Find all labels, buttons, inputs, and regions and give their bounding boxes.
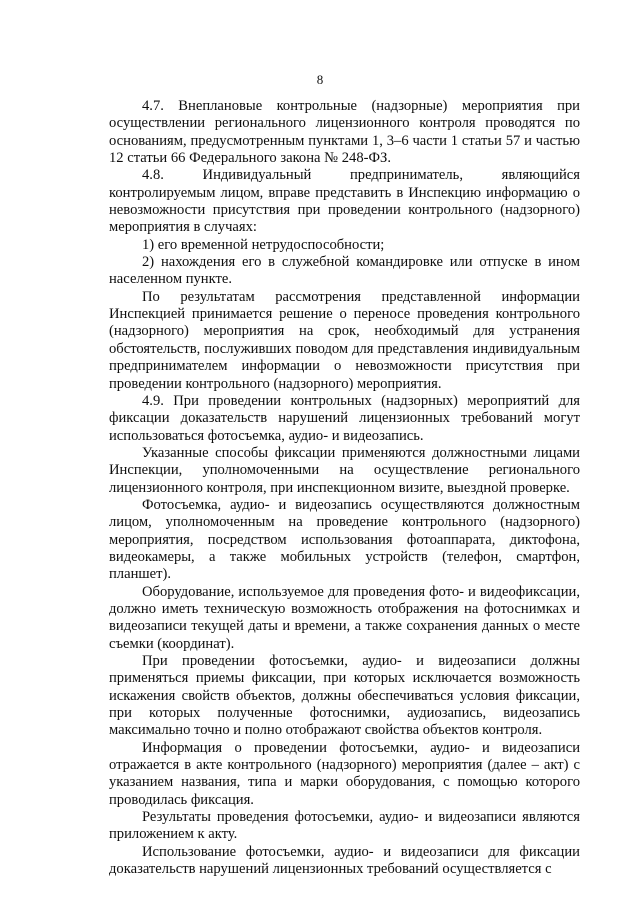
paragraph-4-7: 4.7. Внеплановые контрольные (надзорные) мероприятия при осуществлении регионального лицензионного контроля проводятся по основаниям, предусмотренным пунктами 1, 3–6 части 1 статьи 57 и частью 12 статьи 66 Федерального закона № 248-ФЗ. [109, 98, 580, 167]
list-item-1: 1) его временной нетрудоспособности; [142, 236, 385, 253]
paragraph-act-information: Информация о проведении фотосъемки, аудио- и видеозаписи отражается в акте контрольного (надзорного) мероприятия (далее – акт) с указанием названия, типа и марки оборудования, с помощью которого проводилась фиксация. [109, 739, 580, 808]
paragraph-4-9: 4.9. При проведении контрольных (надзорных) мероприятий для фиксации доказательств нарушений лицензионных требований могут использоваться фотосъемка, аудио- и видеозапись. [109, 392, 580, 444]
paragraph-fixation-techniques: При проведении фотосъемки, аудио- и видеозаписи должны применяться приемы фиксации, при которых исключается возможность искажения свойств объектов, должны обеспечиваться условия фиксации, при которых полученные фотоснимки, аудиозапись, видеозапись максимально точно и полно отображают свойства объектов контроля. [109, 653, 580, 739]
paragraph-4-8: 4.8. Индивидуальный предприниматель, являющийся контролируемым лицом, вправе представить в Инспекцию информацию о невозможности присутствия при проведении контрольного (надзорного) мероприятия в случаях: [109, 167, 580, 236]
paragraph-equipment: Оборудование, используемое для проведения фото- и видеофиксации, должно иметь техническую возможность отображения на фотоснимках и видеозаписи текущей даты и времени, а также сохранения данных о месте съемки (координат). [109, 583, 580, 652]
paragraph-postponement: По результатам рассмотрения представленной информации Инспекцией принимается решение о переносе проведения контрольного (надзорного) мероприятия на срок, необходимый для устранения обстоятельств, послуживших поводом для представления индивидуальным предпринимателем информации о невозможности присутствия при проведении контрольного (надзорного) мероприятия. [109, 288, 580, 392]
paragraph-fixation-methods: Указанные способы фиксации применяются должностными лицами Инспекции, уполномоченными на осуществление регионального лицензионного контроля, при инспекционном визите, выездной проверке. [109, 444, 580, 496]
paragraph-recording-devices: Фотосъемка, аудио- и видеозапись осуществляются должностным лицом, уполномоченным на проведение контрольного (надзорного) мероприятия, посредством использования фотоаппарата, диктофона, видеокамеры, а также мобильных устройств (телефон, смартфон, планшет). [109, 496, 580, 583]
paragraph-usage-continued: Использование фотосъемки, аудио- и видеозаписи для фиксации доказательств нарушений лицензионных требований осуществляется с [109, 843, 580, 878]
list-item-2: 2) нахождения его в служебной командировке или отпуске в ином населенном пункте. [109, 254, 580, 288]
paragraph-results-appendix: Результаты проведения фотосъемки, аудио- и видеозаписи являются приложением к акту. [109, 809, 580, 843]
page-number: 8 [316, 72, 324, 87]
document-body [109, 98, 580, 878]
